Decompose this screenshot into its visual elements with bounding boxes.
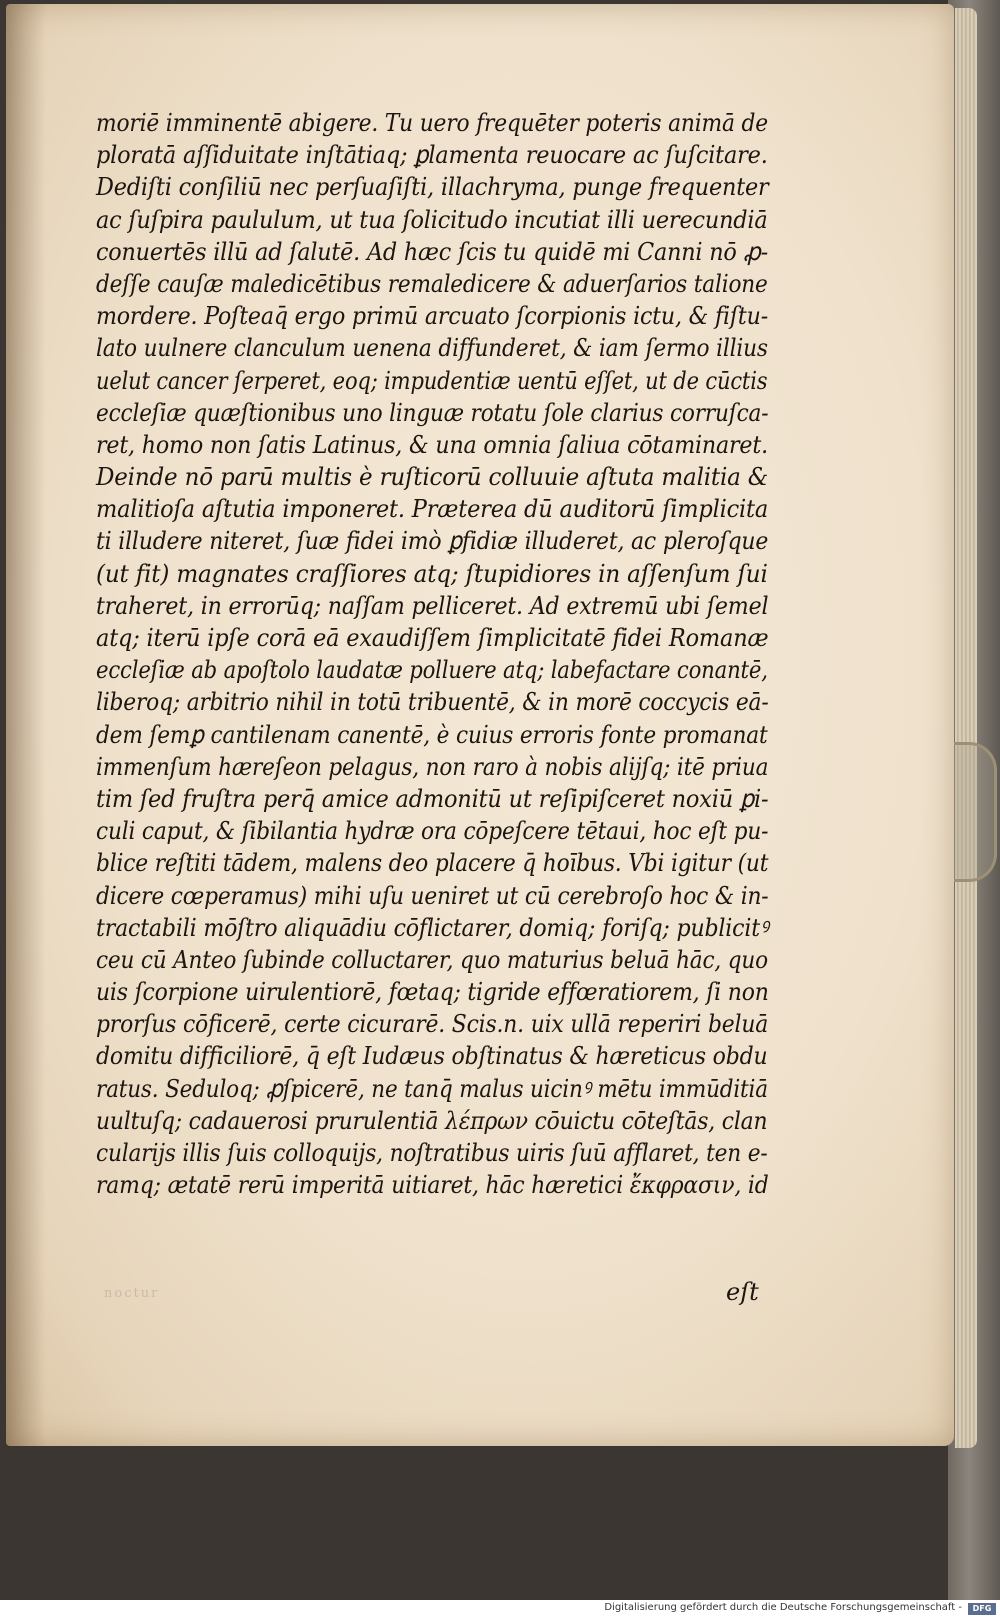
text-line-18: eccleſiæ ab apoſtolo laudatæ polluere atq; labefactare conantē, — [96, 655, 768, 685]
text-line-31: ratus. Seduloq; ꝓſpicerē, ne tanq̄ malus uicinꝰ mētu immūditiā — [96, 1073, 768, 1103]
dfg-logo-icon: DFG — [968, 1603, 996, 1615]
text-line-32: uultuſq; cadauerosi prurulentiā λέπρων cōuictu cōteſtās, clan — [96, 1105, 768, 1135]
text-line-3: Dediſti conſiliū nec perſuaſiſti, illachryma, punge frequenter — [96, 172, 769, 202]
text-line-10: eccleſiæ quæſtionibus uno linguæ rotatu ſole clarius corruſca- — [96, 397, 769, 427]
text-line-17: atq; iterū ipſe corā eā exaudiſſem ſimplicitatē fidei Romanæ — [96, 623, 769, 652]
text-line-5: conuertēs illū ad ſalutē. Ad hæc ſcis tu quidē mi Canni nō ꝓ- — [96, 236, 768, 266]
bleed-through-text: noctur — [104, 1286, 160, 1301]
catchword: eſt — [726, 1278, 759, 1306]
text-line-28: uis ſcorpione uirulentiorē, fœtaq; tigride effœratiorem, ſi non — [96, 977, 769, 1007]
text-line-12: Deinde nō parū multis è ruſticorū colluuie aſtuta malitia & — [96, 462, 769, 492]
footer-bar — [0, 1600, 1000, 1618]
text-line-13: malitioſa aſtutia imponeret. Præterea dū auditorū ſimplicita — [96, 494, 769, 524]
text-line-27: ceu cū Anteo ſubinde colluctarer, quo maturius beluā hāc, quo — [96, 944, 768, 974]
text-line-25: dicere cœperamus) mihi uſu ueniret ut cū cerebroſo hoc & in- — [96, 880, 769, 910]
text-line-30: domitu difficiliorē, q̄ eſt Iudæus obſtinatus & hæreticus obdu — [96, 1041, 768, 1071]
text-line-21: immenſum hæreſeon pelagus, non raro à nobis alijſq; itē priua — [96, 751, 769, 781]
page-edges — [955, 8, 977, 1448]
text-line-20: dem ſemꝑ cantilenam canentē, è cuius erroris fonte promanat — [96, 719, 768, 749]
text-line-26: tractabili mōſtro aliquādiu cōflictarer, domiq; foriſq; publicitꝰ — [96, 912, 769, 942]
text-line-22: tim ſed fruſtra perq̄ amice admonitū ut reſipiſceret noxiū ꝑi- — [96, 783, 769, 813]
text-line-14: ti illudere niteret, ſuæ fidei imò ꝑfidiæ illuderet, ac pleroſque — [96, 526, 769, 556]
body-text — [96, 107, 796, 1201]
spine-shadow — [6, 4, 46, 1446]
text-line-7: mordere. Poſteaq̄ ergo primū arcuato ſcorpionis ictu, & fiſtu- — [96, 301, 769, 331]
funding-credit: Digitalisierung gefördert durch die Deutsche Forschungsgemeinschaft - — [604, 1602, 962, 1613]
text-line-2: ploratā aſſiduitate inſtātiaq; ꝑlamenta reuocare ac ſuſcitare. — [96, 140, 768, 170]
book-page — [6, 4, 954, 1446]
text-line-16: traheret, in errorūq; naſſam pelliceret. Ad extremū ubi ſemel — [96, 590, 769, 620]
text-line-11: ret, homo non ſatis Latinus, & una omnia ſaliua cōtaminaret. — [96, 429, 768, 459]
text-line-34: ramq; ætatē rerū imperitā uitiaret, hāc hæretici ἔκφρασιν, id — [96, 1170, 769, 1200]
text-line-23: culi caput, & ſibilantia hydræ ora cōpeſcere tētaui, hoc eſt pu- — [96, 816, 769, 846]
text-line-29: prorſus cōficerē, certe cicurarē. Scis.n. uix ullā reperiri beluā — [96, 1009, 769, 1039]
text-line-15: (ut fit) magnates craſſiores atq; ſtupidiores in aſſenſum ſui — [96, 558, 768, 588]
text-line-4: ac ſuſpira paululum, ut tua ſolicitudo incutiat illi uerecundiā — [96, 204, 768, 234]
text-line-33: cularijs illis ſuis colloquijs, noſtratibus uiris ſuū afflaret, ten e- — [96, 1138, 768, 1167]
text-line-1: moriē imminentē abigere. Tu uero frequēter poteris animā de — [96, 108, 768, 137]
text-line-24: blice reſtiti tādem, malens deo placere q̄ hoībus. Vbi igitur (ut — [96, 848, 769, 878]
text-line-8: lato uulnere clanculum uenena diffunderet, & iam ſermo illius — [96, 333, 768, 363]
text-line-6: deſſe cauſæ maledicētibus remaledicere & aduerſarios talione — [96, 268, 768, 298]
text-line-19: liberoq; arbitrio nihil in totū tribuentē, & in morē coccycis eā- — [96, 687, 769, 717]
text-line-9: uelut cancer ſerperet, eoq; impudentiæ uentū eſſet, ut de cūctis — [96, 365, 768, 395]
